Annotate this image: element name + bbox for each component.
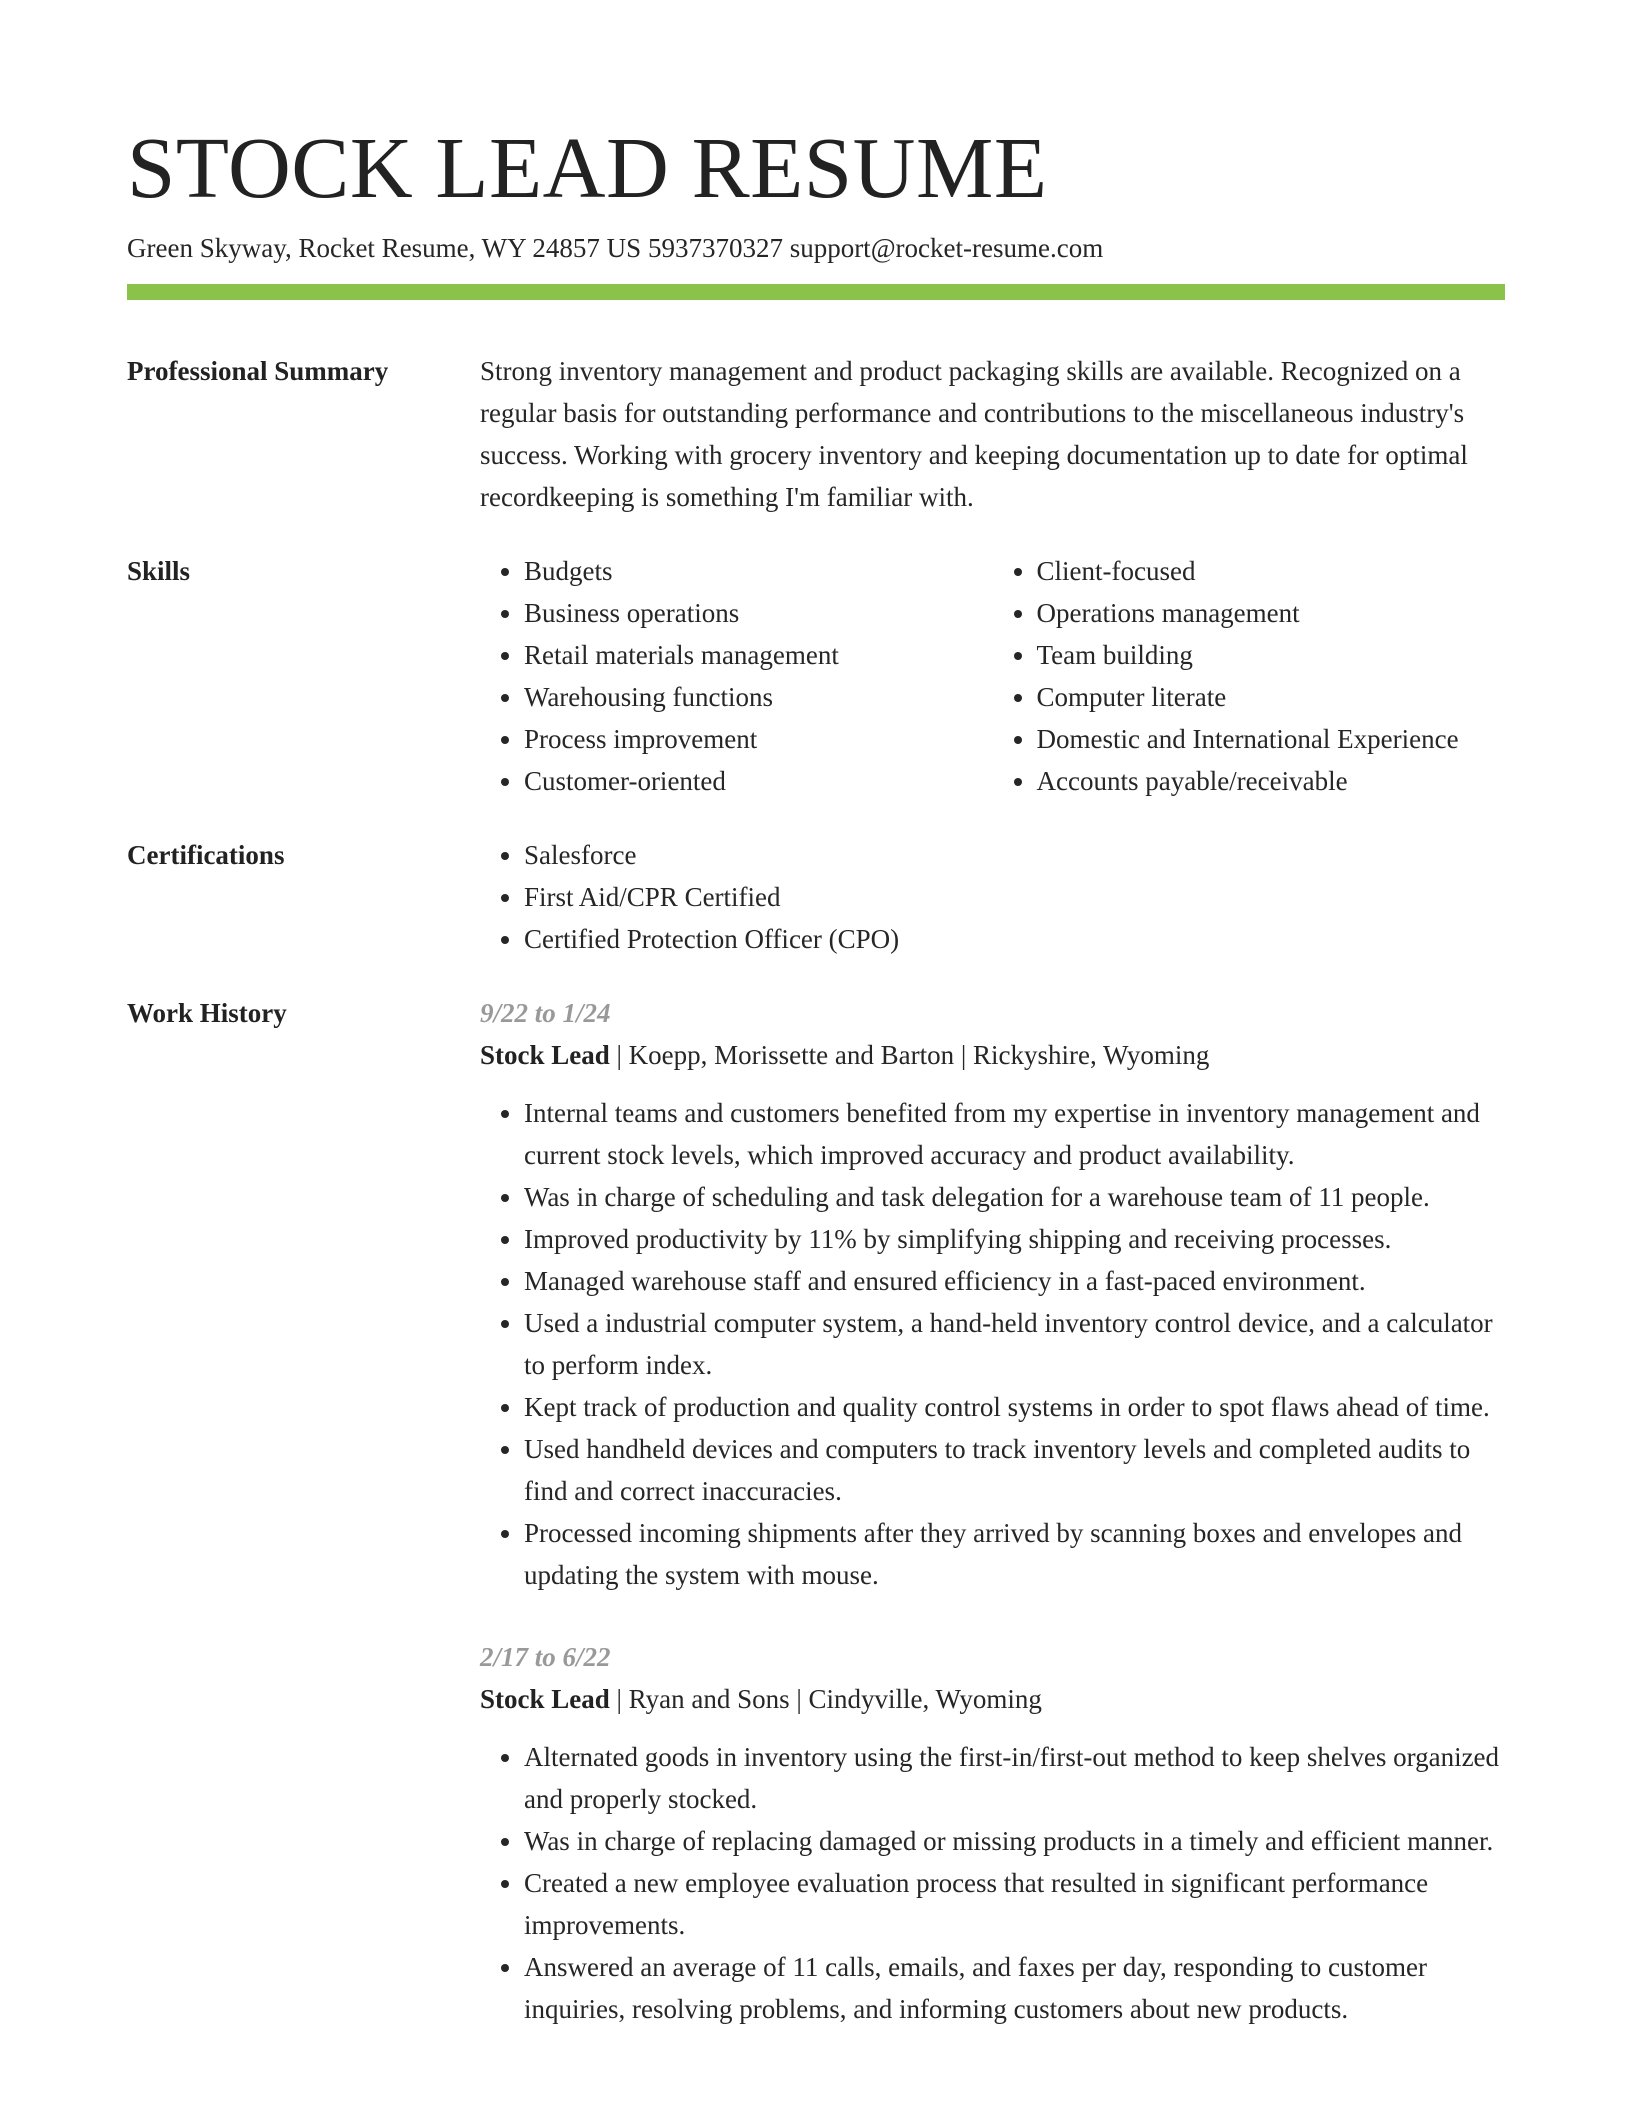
skill-item: • Domestic and International Experience: [1037, 718, 1506, 760]
certifications-section: [127, 834, 1505, 960]
job-bullet: • Kept track of production and quality control systems in order to spot flaws ahead of time.: [524, 1386, 1505, 1428]
skill-item: • Business operations: [524, 592, 993, 634]
contact-address: Green Skyway, Rocket Resume, WY 24857 US: [127, 233, 642, 263]
professional-summary-section: [127, 350, 1505, 518]
skill-item: • Warehousing functions: [524, 676, 993, 718]
job-bullet: • Internal teams and customers benefited from my expertise in inventory management and current stock levels, which improved accuracy and product availability.: [524, 1092, 1505, 1176]
job-entry: [480, 992, 1505, 1596]
job-bullets: [480, 1736, 1505, 2030]
job-dates: 2/17 to 6/22: [480, 1642, 611, 1672]
certifications-list: [480, 834, 1505, 960]
job-bullet: • Used a industrial computer system, a hand-held inventory control device, and a calculator to perform index.: [524, 1302, 1505, 1386]
work-history-list: [480, 992, 1505, 2030]
certification-item: • Certified Protection Officer (CPO): [524, 918, 1505, 960]
skills-list: [480, 550, 1505, 802]
skill-item: • Team building: [1037, 634, 1506, 676]
contact-phone: 5937370327: [647, 233, 783, 263]
skills-column: [480, 550, 993, 802]
job-entry: [480, 1636, 1505, 2030]
contact-email: support@rocket-resume.com: [789, 233, 1104, 263]
job-bullets: [480, 1092, 1505, 1596]
job-title: Stock Lead: [480, 1040, 610, 1070]
skill-item: • Computer literate: [1037, 676, 1506, 718]
skills-section: [127, 550, 1505, 802]
certification-item: • First Aid/CPR Certified: [524, 876, 1505, 918]
certifications-bullets: [480, 834, 1505, 960]
work-history-section: [127, 992, 1505, 2030]
job-title: Stock Lead: [480, 1684, 610, 1714]
section-label: Professional Summary: [127, 356, 389, 386]
section-label: Certifications: [127, 840, 285, 870]
skill-item: • Process improvement: [524, 718, 993, 760]
job-bullet: • Created a new employee evaluation process that resulted in significant performance improvements.: [524, 1862, 1505, 1946]
job-bullet: • Used handheld devices and computers to track inventory levels and completed audits to find and correct inaccuracies.: [524, 1428, 1505, 1512]
summary-text: Strong inventory management and product packaging skills are available. Recognized on a regular basis for outstanding performance and contributions to the miscellaneous industry's success. Working with grocery inventory and keeping documentation up to date for optimal recordkeeping is something I'm familiar with.: [480, 356, 1468, 512]
job-bullet: • Improved productivity by 11% by simplifying shipping and receiving processes.: [524, 1218, 1505, 1260]
skill-item: • Operations management: [1037, 592, 1506, 634]
certification-item: • Salesforce: [524, 834, 1505, 876]
job-bullet: • Processed incoming shipments after they arrived by scanning boxes and envelopes and updating the system with mouse.: [524, 1512, 1505, 1596]
skills-column: [993, 550, 1506, 802]
job-heading: [480, 1678, 1505, 1720]
skill-item: • Customer-oriented: [524, 760, 993, 802]
job-bullet: • Alternated goods in inventory using the first-in/first-out method to keep shelves organized and properly stocked.: [524, 1736, 1505, 1820]
skill-item: • Budgets: [524, 550, 993, 592]
resume-page: [127, 118, 1505, 2030]
job-bullet: • Was in charge of scheduling and task delegation for a warehouse team of 11 people.: [524, 1176, 1505, 1218]
job-details: | Ryan and Sons | Cindyville, Wyoming: [609, 1684, 1042, 1714]
header-divider: [127, 284, 1505, 300]
skill-item: • Client-focused: [1037, 550, 1506, 592]
skill-item: • Retail materials management: [524, 634, 993, 676]
job-dates: 9/22 to 1/24: [480, 998, 611, 1028]
resume-title: STOCK LEAD RESUME: [127, 119, 1048, 216]
contact-line: [127, 230, 1505, 266]
job-heading: [480, 1034, 1505, 1076]
skill-item: • Accounts payable/receivable: [1037, 760, 1506, 802]
job-bullet: • Answered an average of 11 calls, emails, and faxes per day, responding to customer inquiries, resolving problems, and informing customers about new products.: [524, 1946, 1505, 2030]
job-bullet: • Was in charge of replacing damaged or missing products in a timely and efficient manner.: [524, 1820, 1505, 1862]
section-label: Work History: [127, 998, 287, 1028]
job-bullet: • Managed warehouse staff and ensured efficiency in a fast-paced environment.: [524, 1260, 1505, 1302]
job-details: | Koepp, Morissette and Barton | Rickyshire, Wyoming: [609, 1040, 1210, 1070]
section-label: Skills: [127, 556, 191, 586]
